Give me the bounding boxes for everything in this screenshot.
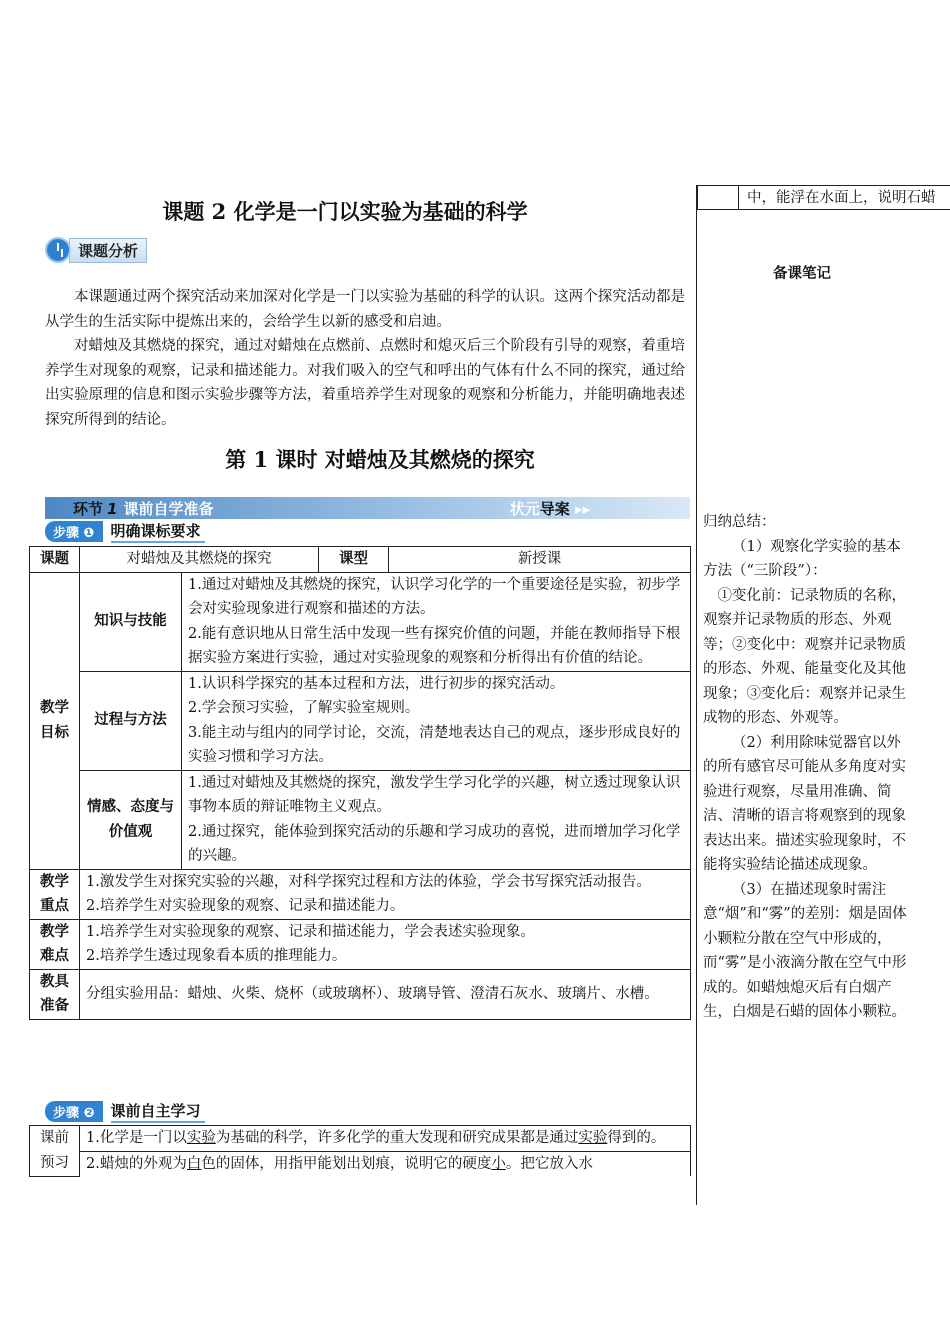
preview-row-2: 2.蜡烛的外观为白色的固体，用指甲能划出划痕，说明它的硬度小。把它放入水: [80, 1151, 691, 1176]
prep-label: 教具准备: [30, 969, 80, 1019]
section-label: 环节 1: [73, 499, 118, 518]
knowledge-cell: 1.通过对蜡烛及其燃烧的探究，认识学习化学的一个重要途径是实验，初步学会对实验现象进行观察和描述的方法。 2.能有意识地从日常生活中发现一些有探究价值的问题，并能在教师指导下根据实验方案进行实验，通过对实验现象的观察和分析得出有价值的结论。: [182, 572, 691, 671]
step2-pill: 步骤 ❷: [45, 1101, 103, 1122]
summary-s4: （3）在描述现象时需注意“烟”和“雾”的差别：烟是固体小颗粒分散在空气中形成的，而“雾”是小液滴分散在空气中形成的。如蜡烛熄灭后有白烟产生，白烟是石蜡的固体小颗粒。: [703, 881, 907, 1020]
lesson-title: 第 1 课时 对蜡烛及其燃烧的探究: [225, 447, 535, 472]
prep-cell: 分组实验用品：蜡烛、火柴、烧杯（或玻璃杯）、玻璃导管、澄清石灰水、玻璃片、水槽。: [80, 969, 691, 1019]
intro-paragraph-1: 本课题通过两个探究活动来加深对化学是一门以实验为基础的科学的认识。这两个探究活动都是从学生的生活实际中提炼出来的，会给学生以新的感受和启迪。: [45, 289, 685, 330]
summary-s1: （1）观察化学实验的基本方法（“三阶段”）：: [703, 538, 901, 579]
goals-label: 教学目标: [30, 572, 80, 869]
summary-title: 归纳总结：: [703, 514, 776, 530]
process-label: 过程与方法: [80, 671, 182, 770]
topic-value: 对蜡烛及其燃烧的探究: [80, 547, 319, 573]
summary-s2: ①变化前：记录物质的名称，观察并记录物质的形态、外观等；②变化中：观察并记录物质的形态、外观、能量变化及其他现象；③变化后：观察并记录生成物的形态、外观等。: [703, 587, 906, 726]
summary-s3: （2）利用除味觉器官以外的所有感官尽可能从多角度对实验进行观察，尽量用准确、简洁、清晰的语言将观察到的现象表达出来。描述实验现象时，不能将实验结论描述成现象。: [703, 734, 906, 873]
emotion-cell: 1.通过对蜡烛及其燃烧的探究，激发学生学习化学的兴趣，树立透过现象认识事物本质的辩证唯物主义观点。 2.通过探究，能体验到探究活动的乐趣和学习成功的喜悦，进而增加学习化学的兴趣。: [182, 770, 691, 869]
side-divider: [696, 185, 697, 1205]
type-value: 新授课: [389, 547, 691, 573]
type-label: 课型: [319, 547, 389, 573]
badge-label: 课题分析: [69, 238, 147, 263]
summary-block: [703, 510, 911, 1025]
side-strip: [697, 185, 950, 210]
knowledge-label: 知识与技能: [80, 572, 182, 671]
step2-label: 课前自主学习: [111, 1100, 205, 1123]
difficulty-cell: 1.培养学生对实验现象的观察、记录和描述能力，学会表述实验现象。 2.培养学生透过现象看本质的推理能力。: [80, 919, 691, 969]
difficulty-label: 教学难点: [30, 919, 80, 969]
objectives-table: [29, 546, 691, 1020]
step2-header: [45, 1101, 205, 1121]
section-name: 课前自学准备: [123, 499, 214, 518]
section-bar: [45, 497, 690, 519]
page-title: 课题 2 化学是一门以实验为基础的科学: [162, 199, 528, 224]
intro-paragraph-2: 对蜡烛及其燃烧的探究，通过对蜡烛在点燃前、点燃时和熄灭后三个阶段有引导的观察，着重培养学生对现象的观察，记录和描述能力。对我们吸入的空气和呼出的气体有什么不同的探究，通过给出实验原理的信息和图示实验步骤等方法，着重培养学生对现象的观察和分析能力，并能明确地表述探究所得到的结论。: [45, 338, 685, 428]
step1-label: 明确课标要求: [111, 520, 205, 543]
brand-label: 状元导案 ▸▸: [509, 499, 590, 518]
side-strip-text: 中，能浮在水面上，说明石蜡: [747, 190, 936, 206]
emotion-label: 情感、态度与价值观: [80, 770, 182, 869]
analysis-badge: [45, 237, 147, 263]
step1-header: [45, 521, 205, 541]
clock-icon: [45, 237, 71, 263]
preview-row-1: 1.化学是一门以实验为基础的科学，许多化学的重大发现和研究成果都是通过实验得到的。: [80, 1126, 691, 1152]
process-cell: 1.认识科学探究的基本过程和方法，进行初步的探究活动。 2.学会预习实验，了解实验室规则。 3.能主动与组内的同学讨论，交流，清楚地表达自己的观点，逐步形成良好的实验习惯和学习方法。: [182, 671, 691, 770]
preview-table: [29, 1125, 691, 1177]
key-label: 教学重点: [30, 869, 80, 919]
preview-label: 课前预习: [30, 1126, 80, 1177]
topic-label: 课题: [30, 547, 80, 573]
key-cell: 1.激发学生对探究实验的兴趣，对科学探究过程和方法的体验，学会书写探究活动报告。 2.培养学生对实验现象的观察、记录和描述能力。: [80, 869, 691, 919]
step1-pill: 步骤 ❶: [45, 521, 103, 542]
notes-title: 备课笔记: [773, 266, 831, 282]
